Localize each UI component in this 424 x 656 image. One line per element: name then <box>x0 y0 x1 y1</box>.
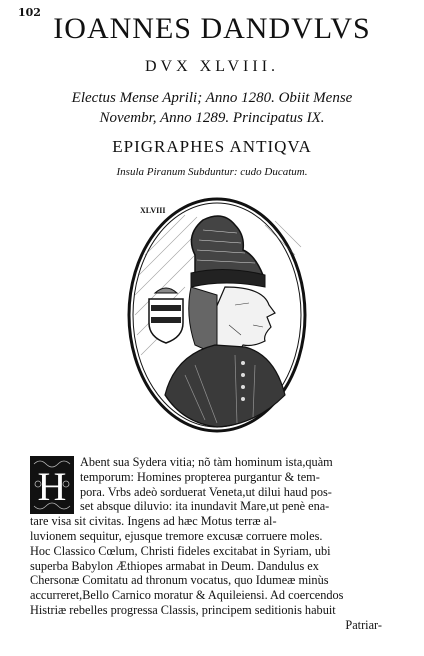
epigraph-text: Insula Piranum Subduntur: cudo Ducatum. <box>116 166 308 178</box>
portrait-illustration <box>125 195 310 435</box>
body-line: Chersonæ Comitatu ad thronum vocatus, quo Idumeæ minùs <box>30 573 329 588</box>
body-line: Abent sua Sydera vitia; nõ tàm hominum ista,quàm <box>80 455 333 469</box>
body-line: Hoc Classico Cœlum, Christi fideles excitabat in Syriam, ubi <box>30 543 331 558</box>
catchword: Patriar- <box>345 617 382 632</box>
doge-number-subtitle: DVX XLVIII. <box>144 58 280 75</box>
election-note <box>50 88 374 128</box>
election-line-1: Electus Mense Aprili; Anno 1280. Obiit Mense <box>71 90 353 106</box>
portrait-label: XLVIII <box>140 206 166 215</box>
portrait-engraving <box>125 195 310 435</box>
body-line: Histriæ rebelles progressa Classis, principem seditionis habuit <box>30 602 336 617</box>
body-line: superba Babylon Æthiopes armabat in Deum. Dandulus ex <box>30 558 319 573</box>
epigraph-heading: EPIGRAPHES ANTIQVA <box>112 137 312 156</box>
body-line: tare visa sit civitas. Ingens ad hæc Motus terræ al- <box>30 514 277 529</box>
page-title: IOANNES DANDVLVS <box>53 12 371 45</box>
body-line: luvionem sequitur, ejusque tremore excusæ corruere moles. <box>30 528 323 543</box>
body-line: pora. Vrbs adeò sorduerat Veneta,ut dilui haud pos- <box>80 484 332 499</box>
election-line-2: Novembr, Anno 1289. Principatus IX. <box>99 110 325 126</box>
body-text <box>30 455 402 633</box>
body-line: temporum: Homines propterea purgantur & tem- <box>80 469 320 484</box>
body-line: accurreret,Bello Carnico moratur & Aquileiensi. Ad coercendos <box>30 588 344 603</box>
page-number: 102 <box>18 6 41 19</box>
drop-cap-letter: H <box>37 464 67 509</box>
body-line: set absque diluvio: ita inundavit Mare,ut penè ena- <box>80 499 330 514</box>
